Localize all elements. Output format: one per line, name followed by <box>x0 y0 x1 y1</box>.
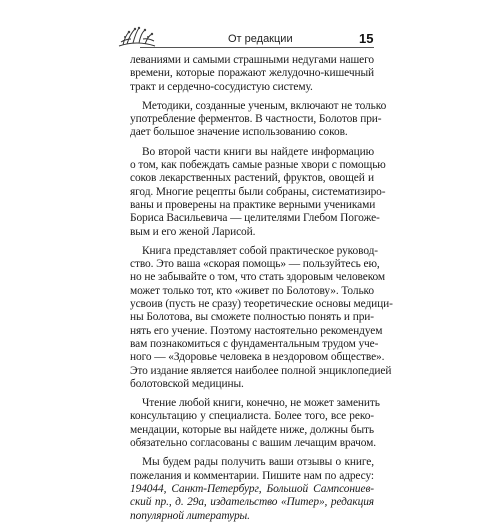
paragraph <box>130 54 374 94</box>
text-line: ного — «Здоровье человека в нездоровом обществе». <box>130 351 385 364</box>
text-line: нять его учение. Поэтому настоятельно рекомендуем <box>130 324 383 337</box>
text-line: ны Болотова, вы сможете полностью понять и при- <box>130 311 374 324</box>
bush-ornament-icon <box>117 26 157 48</box>
paragraph <box>130 244 393 391</box>
text-line: обязательно согласованы с вашим лечащим врачом. <box>130 437 376 450</box>
text-line: ваны и проверены на практике верными учениками <box>130 198 376 211</box>
address-line: 194044, Санкт-Петербург, Большой Сампсониев- <box>130 482 374 495</box>
text-line: леваниями и самыми страшными недугами нашего <box>130 54 374 66</box>
paragraph <box>130 397 380 450</box>
text-line: ство. Это ваша «скорая помощь» — пользуйтесь ею, <box>130 258 380 271</box>
address-line: популярной литературы. <box>130 509 250 522</box>
page-header <box>0 0 500 50</box>
text-line: может только тот, кто «живет по Болотову». Только <box>130 284 374 297</box>
text-line: Бориса Васильевича — целителями Глебом Погоже- <box>130 212 380 225</box>
text-line: Во второй части книги вы найдете информацию <box>142 145 374 158</box>
text-line: тракт и сердечно-сосудистую систему. <box>130 80 313 93</box>
text-line: ягод. Многие рецепты были собраны, систематизиро- <box>130 185 386 198</box>
text-line: соков лекарственных растений, фруктов, овощей и <box>130 172 374 185</box>
text-line: вам познакомиться с фундаментальным трудом уче- <box>130 337 379 350</box>
text-line: вым и его женой Ларисой. <box>130 225 256 238</box>
text-line: пожелания и комментарии. Пишите нам по адресу: <box>130 469 374 482</box>
page-number: 15 <box>359 31 374 46</box>
text-line: дает большое значение использованию соков. <box>130 126 348 139</box>
text-line: времени, которые поражают желудочно-кишечный <box>130 67 374 80</box>
address-line: ский пр., д. 29а, издательство «Питер», редакция <box>130 496 374 509</box>
paragraph <box>130 99 387 140</box>
text-line: Чтение любой книги, конечно, не может заменить <box>142 397 380 410</box>
text-line: употребление ферментов. В частности, Болотов при- <box>130 113 382 126</box>
paragraph <box>130 145 386 239</box>
text-line: Это издание является наиболее полной энциклопедией <box>130 364 392 377</box>
text-line: усвоив (пусть не сразу) теоретические основы медици- <box>130 298 393 311</box>
text-line: мендации, которые вы найдете ниже, должны быть <box>130 423 374 436</box>
text-line: Книга представляет собой практическое руковод- <box>142 244 378 257</box>
text-line: Мы будем рады получить ваши отзывы о книге, <box>142 456 374 469</box>
text-line: Методики, созданные ученым, включают не только <box>142 99 387 112</box>
text-line: болотовской медицины. <box>130 377 244 390</box>
text-line: но не забывайте о том, что стать здоровым человеком <box>130 271 386 284</box>
header-rule <box>140 47 374 48</box>
text-line: о том, как побеждать самые разные хвори с помощью <box>130 159 386 172</box>
body-text <box>130 54 393 523</box>
running-head: От редакции <box>228 33 293 45</box>
text-line: консультацию у специалиста. Более того, все реко- <box>130 410 374 423</box>
paragraph <box>130 456 374 522</box>
